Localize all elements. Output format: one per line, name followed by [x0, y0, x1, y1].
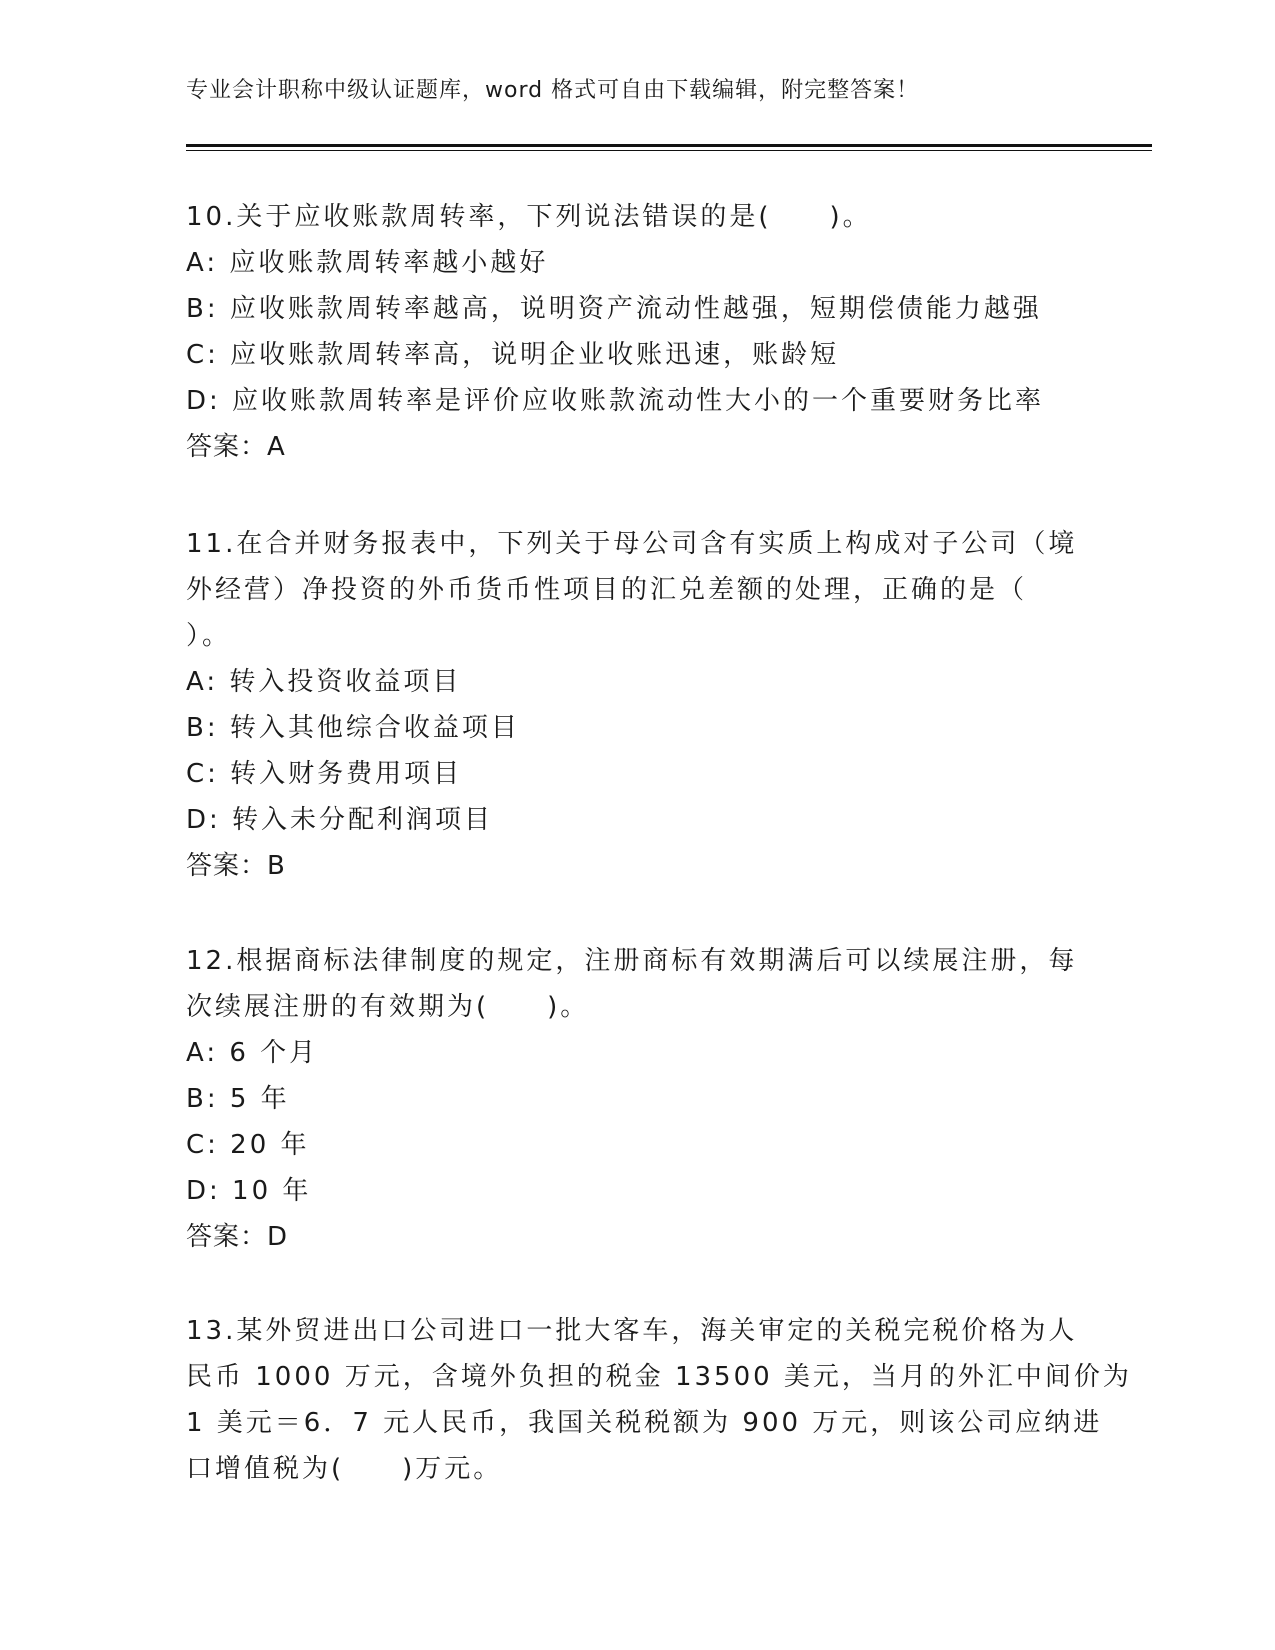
- question-12: [186, 938, 1086, 1260]
- header-rule-thin: [186, 150, 1152, 151]
- option-d: D: 10 年: [186, 1176, 312, 1206]
- question-text-line-2: 民币 1000 万元，含境外负担的税金 13500 美元，当月的外汇中间价为: [186, 1362, 1132, 1392]
- option-b: B: 转入其他综合收益项目: [186, 713, 520, 743]
- question-text-line-2: 次续展注册的有效期为( )。: [186, 992, 590, 1022]
- option-c: C: 转入财务费用项目: [186, 759, 463, 789]
- question-11: [186, 521, 1086, 889]
- question-13: [186, 1308, 1132, 1492]
- option-a: A: 6 个月: [186, 1038, 319, 1068]
- answer-text: 答案：B: [186, 851, 286, 881]
- option-a: A: 应收账款周转率越小越好: [186, 248, 549, 278]
- header-rule-thick: [186, 144, 1152, 147]
- option-d: D: 应收账款周转率是评价应收账款流动性大小的一个重要财务比率: [186, 386, 1045, 416]
- option-c: C: 应收账款周转率高，说明企业收账迅速，账龄短: [186, 340, 840, 370]
- question-10: [186, 194, 1086, 470]
- option-b: B: 5 年: [186, 1084, 290, 1114]
- question-text: 10.关于应收账款周转率，下列说法错误的是( )。: [186, 202, 872, 232]
- question-text-line-3: 1 美元＝6．7 元人民币，我国关税税额为 900 万元，则该公司应纳进: [186, 1408, 1103, 1438]
- question-text-line-1: 11.在合并财务报表中，下列关于母公司含有实质上构成对子公司（境: [186, 529, 1078, 559]
- answer-text: 答案：A: [186, 432, 286, 462]
- question-text-line-4: 口增值税为( )万元。: [186, 1454, 503, 1484]
- answer-text: 答案：D: [186, 1222, 289, 1252]
- question-text-line-1: 12.根据商标法律制度的规定，注册商标有效期满后可以续展注册，每: [186, 946, 1078, 976]
- question-text-line-2: 外经营）净投资的外币货币性项目的汇兑差额的处理，正确的是（: [186, 575, 1028, 605]
- option-c: C: 20 年: [186, 1130, 310, 1160]
- question-text-line-1: 13.某外贸进出口公司进口一批大客车，海关审定的关税完税价格为人: [186, 1316, 1078, 1346]
- page-header-text: 专业会计职称中级认证题库，word 格式可自由下载编辑，附完整答案！: [186, 78, 920, 103]
- question-text-line-3: ）。: [186, 621, 232, 651]
- option-d: D: 转入未分配利润项目: [186, 805, 494, 835]
- option-a: A: 转入投资收益项目: [186, 667, 462, 697]
- option-b: B: 应收账款周转率越高，说明资产流动性越强，短期偿债能力越强: [186, 294, 1042, 324]
